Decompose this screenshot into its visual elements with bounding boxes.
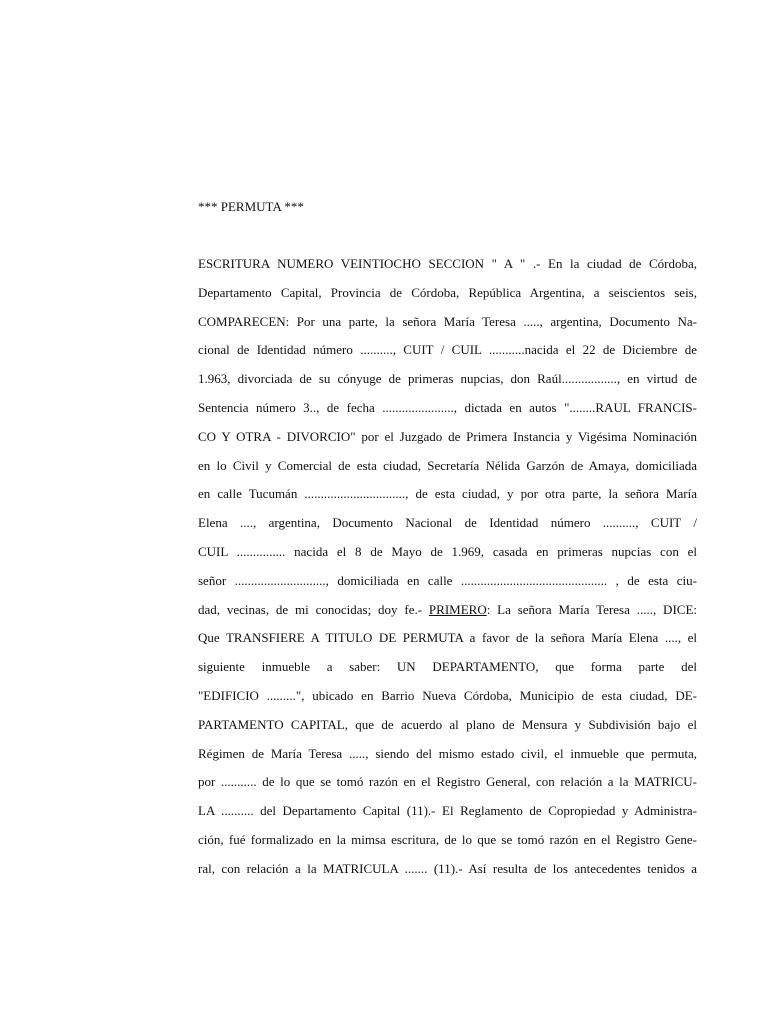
document-line: PARTAMENTO CAPITAL, que de acuerdo al plano de Mensura y Subdivisión bajo el <box>198 716 697 732</box>
document-line: ral, con relación a la MATRICULA ....... (11).- Así resulta de los antecedentes tenidos a <box>198 860 697 876</box>
document-line: señor ............................, domiciliada en calle ............................................. , de esta ciu- <box>198 572 697 588</box>
document-line: ESCRITURA NUMERO VEINTIOCHO SECCION " A " .- En la ciudad de Córdoba, <box>198 256 697 271</box>
document-line: cional de Identidad número .........., CUIT / CUIL ...........nacida el 22 de Diciembre de <box>198 342 697 358</box>
document-line: CUIL ............... nacida el 8 de Mayo de 1.969, casada en primeras nupcias con el <box>198 543 697 559</box>
document-line: LA .......... del Departamento Capital (11).- El Reglamento de Copropiedad y Administra- <box>198 803 697 819</box>
document-line: 1.963, divorciada de su cónyuge de primeras nupcias, don Raúl................., en virtud de <box>198 371 697 387</box>
document-line: "EDIFICIO .........", ubicado en Barrio Nueva Córdoba, Municipio de esta ciudad, DE- <box>198 687 697 703</box>
document-line: COMPARECEN: Por una parte, la señora María Teresa ....., argentina, Documento Na- <box>198 313 697 329</box>
document-line <box>198 600 697 629</box>
document-line: Elena ...., argentina, Documento Nacional de Identidad número .........., CUIT / <box>198 515 697 531</box>
document-line: Régimen de María Teresa ....., siendo del mismo estado civil, el inmueble que permuta, <box>198 745 697 761</box>
document-line: Que TRANSFIERE A TITULO DE PERMUTA a favor de la señora María Elena ...., el <box>198 630 697 646</box>
document-title: *** PERMUTA *** <box>198 199 304 214</box>
document-line: ción, fué formalizado en la mimsa escritura, de lo que se tomó razón en el Registro Gene- <box>198 831 697 847</box>
document-line: siguiente inmueble a saber: UN DEPARTAMENTO, que forma parte del <box>198 659 697 675</box>
underlined-heading: PRIMERO <box>428 601 487 617</box>
document-line: Departamento Capital, Provincia de Córdoba, República Argentina, a seiscientos seis, <box>198 284 697 300</box>
document-line: en lo Civil y Comercial de esta ciudad, Secretaría Nélida Garzón de Amaya, domiciliada <box>198 457 697 473</box>
document-line: por ........... de lo que se tomó razón en el Registro General, con relación a la MATRICU- <box>198 774 697 790</box>
line-text: : La señora María Teresa ....., DICE: <box>486 601 697 617</box>
line-text: dad, vecinas, de mi conocidas; doy fe.- <box>198 601 429 617</box>
document-line: en calle Tucumán ..............................., de esta ciudad, y por otra parte, la señora María <box>198 486 697 502</box>
document-body <box>198 254 697 888</box>
document-line: CO Y OTRA - DIVORCIO" por el Juzgado de Primera Instancia y Vigésima Nominación <box>198 428 697 444</box>
document-line: Sentencia número 3.., de fecha ......................, dictada en autos "........RAUL FRANCIS- <box>198 399 697 415</box>
